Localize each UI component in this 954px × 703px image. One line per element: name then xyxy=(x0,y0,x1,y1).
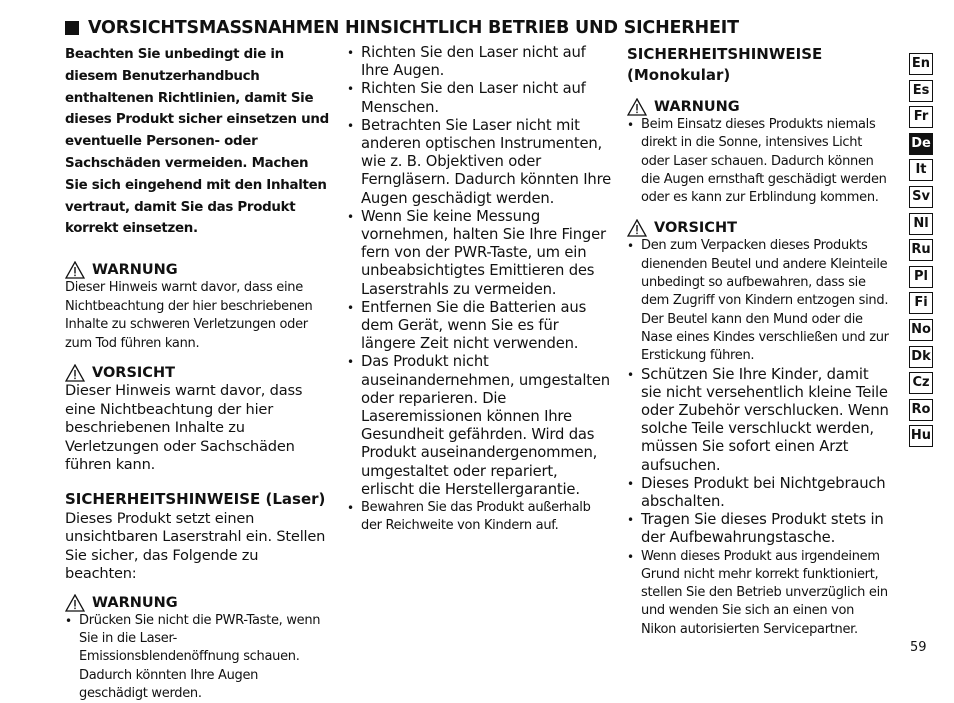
language-tab-ru[interactable]: Ru xyxy=(909,239,933,261)
caution-triangle-icon xyxy=(627,219,647,237)
list-item: • Dieses Produkt bei Nichtgebrauch abschalten. xyxy=(627,475,892,511)
monocular-caution-list xyxy=(627,366,892,548)
list-item: • Wenn Sie keine Messung vornehmen, halten Sie Ihre Finger fern von der PWR-Taste, um ein unbeabsichtigtes Emittieren des Laserstrahls zu vermeiden. xyxy=(347,208,612,299)
laser-warning-heading: WARNUNG xyxy=(65,594,330,612)
list-item: • Tragen Sie dieses Produkt stets in der Aufbewahrungstasche. xyxy=(627,511,892,547)
monocular-last-list xyxy=(627,548,892,639)
language-tab-en[interactable]: En xyxy=(909,53,933,75)
page-number: 59 xyxy=(910,640,927,655)
language-tabs xyxy=(909,53,935,452)
list-item: • Den zum Verpacken dieses Produkts dienenden Beutel und andere Kleinteile unbedingt so aufbewahren, dass sie dem Zugriff von Kindern entzogen sind. Der Beutel kann den Mund oder die Nase eines Kindes verschließen und zur Erstickung führen. xyxy=(627,237,892,365)
list-item: • Beim Einsatz dieses Produkts niemals direkt in die Sonne, intensives Licht oder Laser schauen. Dadurch können die Augen ernsthaft geschädigt werden oder es kann zur Erblindung kommen. xyxy=(627,116,892,207)
column-3 xyxy=(627,44,892,639)
language-tab-no[interactable]: No xyxy=(909,319,933,341)
laser-section-heading: SICHERHEITSHINWEISE (Laser) xyxy=(65,489,326,508)
title-text: VORSICHTSMASSNAHMEN HINSICHTLICH BETRIEB UND SICHERHEIT xyxy=(88,18,739,38)
language-tab-it[interactable]: It xyxy=(909,159,933,181)
monocular-caution-heading: VORSICHT xyxy=(627,219,892,237)
laser-rules-list xyxy=(347,44,612,499)
laser-warning-list xyxy=(65,612,330,703)
language-tab-cz[interactable]: Cz xyxy=(909,372,933,394)
monocular-warning-heading: WARNUNG xyxy=(627,98,892,116)
warning-triangle-icon xyxy=(65,594,85,612)
list-item: • Schützen Sie Ihre Kinder, damit sie nicht versehentlich kleine Teile oder Zubehör verschlucken. Wenn solche Teile verschluckt werden, müssen Sie sofort einen Arzt aufsuchen. xyxy=(627,366,892,475)
title-square-icon xyxy=(65,21,79,35)
caution-description: Dieser Hinweis warnt davor, dass eine Nichtbeachtung der hier beschriebenen Inhalte zu Verletzungen oder Sachschäden führen kann. xyxy=(65,382,303,474)
monocular-caution-list-small xyxy=(627,237,892,365)
language-tab-sv[interactable]: Sv xyxy=(909,186,933,208)
list-item: • Bewahren Sie das Produkt außerhalb der Reichweite von Kindern auf. xyxy=(347,499,612,536)
intro-text: Beachten Sie unbedingt die in diesem Benutzerhandbuch enthaltenen Richtlinien, damit Sie dieses Produkt sicher einsetzen und eventuelle Personen- oder Sachschäden vermeiden. Machen Sie sich eingehend mit den Inhalten vertraut, damit Sie das Produkt korrekt einsetzen. xyxy=(65,47,329,237)
laser-rules-list-small xyxy=(347,499,612,536)
list-item: • Das Produkt nicht auseinandernehmen, umgestalten oder reparieren. Die Laseremissionen können Ihre Gesundheit gefährden. Wird das Produkt auseinandergenommen, umgestaltet oder repariert, erlischt die Herstellergarantie. xyxy=(347,353,612,499)
language-tab-dk[interactable]: Dk xyxy=(909,346,933,368)
warning-heading: WARNUNG xyxy=(65,261,330,279)
list-item: • Richten Sie den Laser nicht auf Menschen. xyxy=(347,80,612,116)
monocular-warning-list xyxy=(627,116,892,207)
list-item: • Richten Sie den Laser nicht auf Ihre Augen. xyxy=(347,44,612,80)
page-title xyxy=(65,18,739,38)
laser-intro: Dieses Produkt setzt einen unsichtbaren Laserstrahl ein. Stellen Sie sicher, das Folgende zu beachten: xyxy=(65,509,326,583)
list-item: • Betrachten Sie Laser nicht mit anderen optischen Instrumenten, wie z. B. Objektiven oder Ferngläsern. Dadurch könnten Ihre Augen geschädigt werden. xyxy=(347,117,612,208)
caution-triangle-icon xyxy=(65,364,85,382)
monocular-section-heading: SICHERHEITSHINWEISE (Monokular) xyxy=(627,45,823,84)
column-1 xyxy=(65,44,330,703)
language-tab-hu[interactable]: Hu xyxy=(909,425,933,447)
language-tab-ro[interactable]: Ro xyxy=(909,399,933,421)
warning-triangle-icon xyxy=(65,261,85,279)
column-2 xyxy=(347,44,612,536)
language-tab-es[interactable]: Es xyxy=(909,80,933,102)
language-tab-de[interactable]: De xyxy=(909,133,933,155)
language-tab-pl[interactable]: Pl xyxy=(909,266,933,288)
language-tab-fi[interactable]: Fi xyxy=(909,292,933,314)
list-item: • Wenn dieses Produkt aus irgendeinem Grund nicht mehr korrekt funktioniert, stellen Sie den Betrieb unverzüglich ein und wenden Sie sich an einen von Nikon autorisierten Servicepartner. xyxy=(627,548,892,639)
warning-description: Dieser Hinweis warnt davor, dass eine Nichtbeachtung der hier beschriebenen Inhalte zu schweren Verletzungen oder zum Tod führen kann. xyxy=(65,280,313,351)
warning-triangle-icon xyxy=(627,98,647,116)
language-tab-nl[interactable]: Nl xyxy=(909,213,933,235)
list-item: • Entfernen Sie die Batterien aus dem Gerät, wenn Sie es für längere Zeit nicht verwenden. xyxy=(347,299,612,354)
caution-heading: VORSICHT xyxy=(65,364,330,382)
language-tab-fr[interactable]: Fr xyxy=(909,106,933,128)
list-item: • Drücken Sie nicht die PWR-Taste, wenn Sie in die Laser-Emissionsblendenöffnung schauen. Dadurch könnten Ihre Augen geschädigt werden. xyxy=(65,612,330,703)
